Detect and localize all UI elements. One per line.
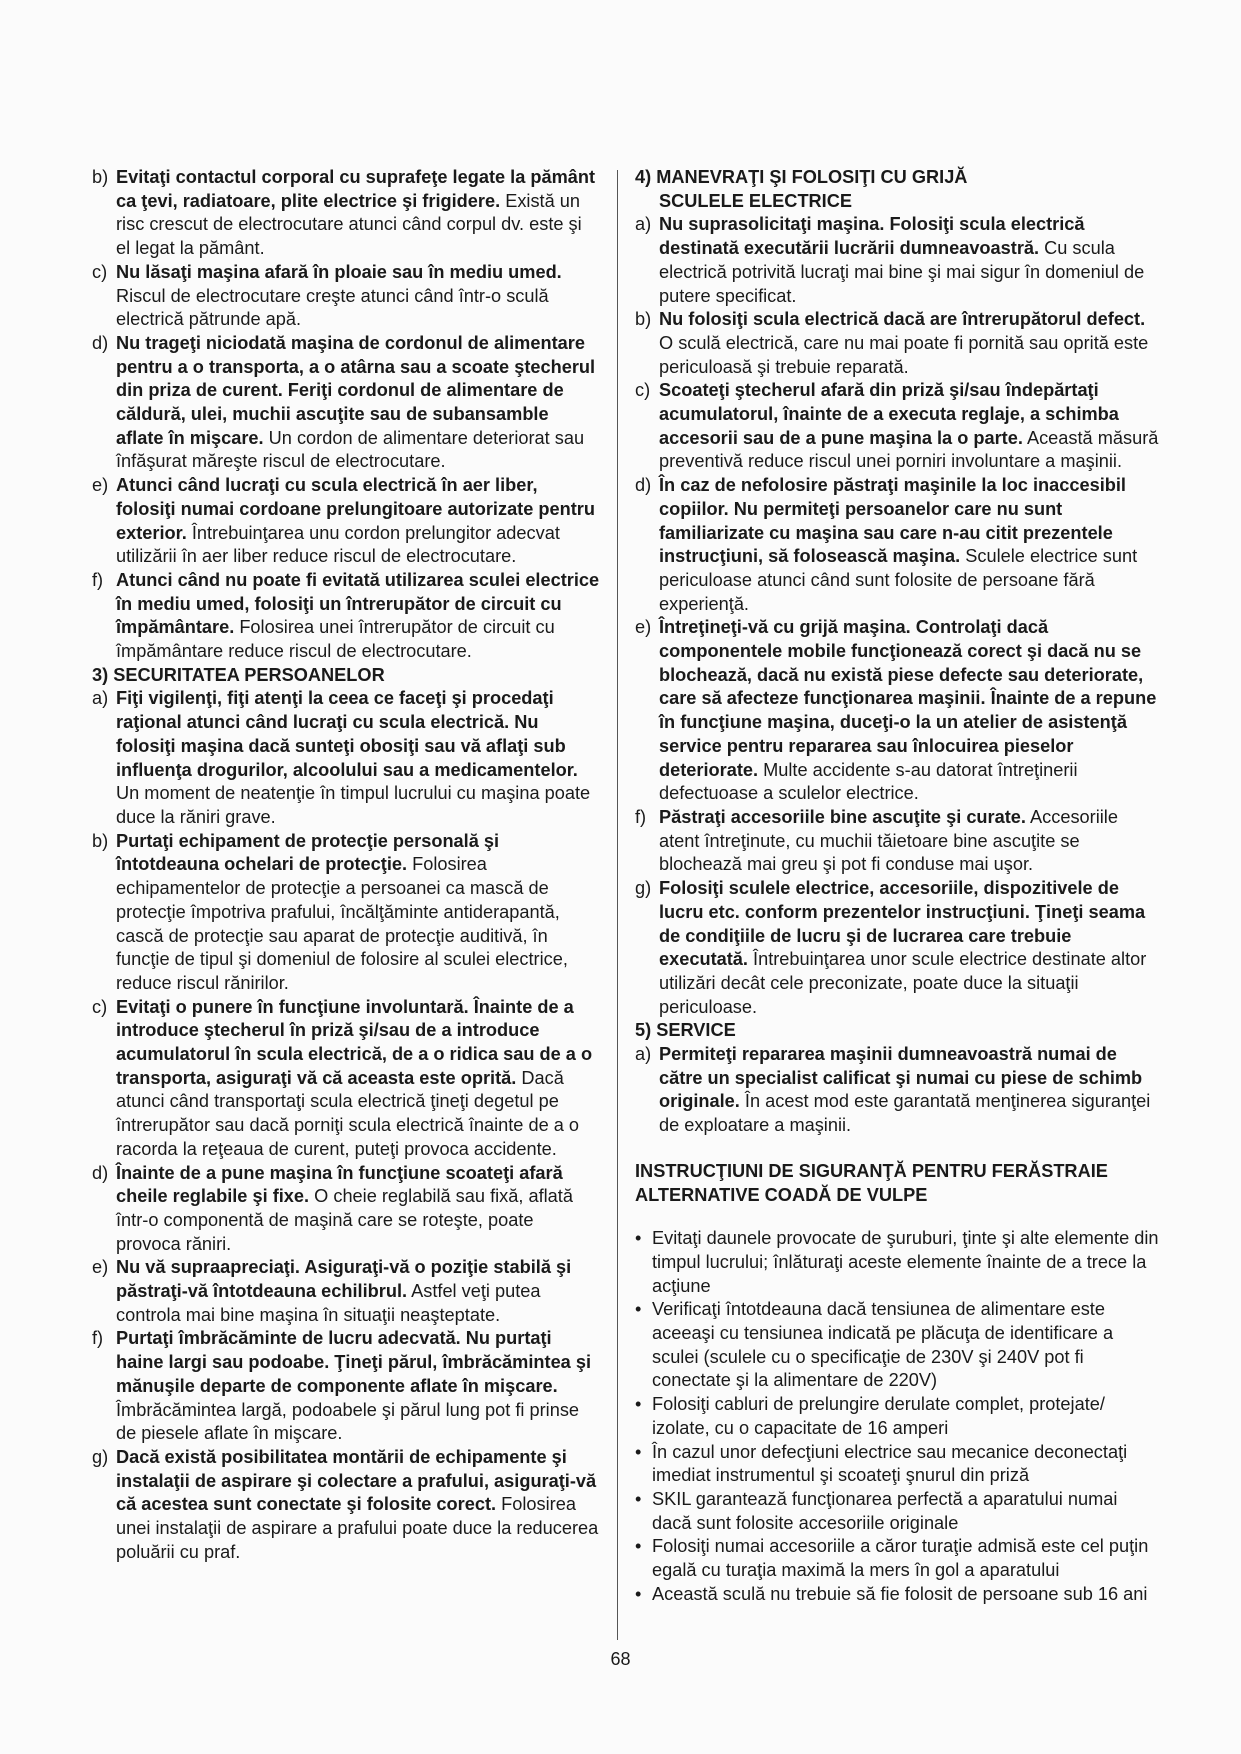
instruction-item	[635, 1043, 1161, 1138]
instruction-item	[92, 474, 600, 569]
item-text: Întrebuinţarea unor scule electrice destinate altor utilizări decât cele preconizate, poate duce la situaţii periculoase.	[659, 949, 1147, 1017]
page-number: 68	[610, 1649, 631, 1669]
bullet-text: SKIL garantează funcţionarea perfectă a aparatului numai dacă sunt folosite accesoriile originale	[652, 1488, 1118, 1533]
instruction-item	[635, 474, 1161, 616]
item-text: În acest mod este garantată menţinerea siguranţei de exploatare a maşinii.	[659, 1091, 1151, 1136]
instruction-item	[92, 166, 600, 261]
bullet-item	[635, 1393, 1161, 1440]
item-text: O sculă electrică, care nu mai poate fi pornită sau oprită este periculoasă şi trebuie reparată.	[659, 332, 1149, 377]
item-text: Un cordon de alimentare deteriorat sau înfăşurat măreşte riscul de electrocutare.	[116, 427, 585, 472]
instruction-item	[92, 687, 600, 829]
instruction-item	[92, 1256, 600, 1327]
item-label: b)	[92, 830, 109, 851]
item-emphasis: Purtaţi echipament de protecţie personală şi întotdeauna ochelari de protecţie.	[116, 830, 500, 875]
item-text: Folosirea echipamentelor de protecţie a persoanei ca mască de protecţie împotriva prafului, încălţăminte antiderapantă, cască de protecţie sau aparat de protecţie auditivă, în funcţie de tipul şi domeniul de folosire al sculei electrice, reduce riscul rănirilor.	[116, 854, 568, 993]
bullet-text: Verificaţi întotdeauna dacă tensiunea de alimentare este aceeaşi cu tensiunea indicată pe plăcuţa de identificare a sculei (sculele cu o specificaţie de 230V şi 240V pot fi conectate şi la alimentare de 220V)	[652, 1299, 1114, 1391]
item-emphasis: În caz de nefolosire păstraţi maşinile la loc inaccesibil copiilor. Nu permiteţi persoanelor care nu sunt familiarizate cu maşina sau care n-au citit prezentele instrucţiuni, să folosească maşina.	[659, 475, 1126, 567]
item-emphasis: Evitaţi contactul corporal cu suprafeţe legate la pământ ca ţevi, radiatoare, plite electrice şi frigidere.	[116, 167, 596, 211]
item-emphasis: Dacă există posibilitatea montării de echipamente şi instalaţii de aspirare şi colectare a prafului, asiguraţi-vă că acestea sunt conectate şi folosite corect.	[116, 1446, 597, 1515]
bullet-item	[635, 1298, 1161, 1393]
section-heading	[92, 664, 600, 688]
item-text: Sculele electrice sunt periculoase atunci când sunt folosite de persoane fără experienţă.	[659, 546, 1138, 614]
item-label: f)	[92, 1328, 104, 1349]
section-heading	[635, 1160, 1161, 1207]
item-emphasis: Nu suprasolicitaţi maşina. Folosiţi scula electrică destinată executării lucrării dumneavoastră.	[659, 214, 1085, 259]
instruction-item	[635, 877, 1161, 1019]
item-label: a)	[92, 688, 109, 709]
item-emphasis: Permiteţi repararea maşinii dumneavoastră numai de către un specialist calificat şi numai cu piese de schimb originale.	[659, 1044, 1143, 1112]
spacer	[635, 1138, 1161, 1160]
bullet-icon: •	[635, 1583, 642, 1604]
item-emphasis: Atunci când lucraţi cu scula electrică în aer liber, folosiţi numai cordoane prelungitoare autorizate pentru exterior.	[116, 475, 595, 543]
instruction-item	[635, 213, 1161, 308]
bullet-item	[635, 1488, 1161, 1535]
section-heading	[635, 1019, 1161, 1043]
item-text: Multe accidente s-au datorat întreţinerii defectuoase a sculelor electrice.	[659, 759, 1078, 804]
item-label: e)	[92, 475, 109, 496]
item-emphasis: Fiţi vigilenţi, fiţi atenţi la ceea ce faceţi şi procedaţi raţional atunci când lucraţi cu scula electrică. Nu folosiţi maşina dacă sunteţi obosiţi sau vă aflaţi sub influenţa drogurilor, alcoolului sau a medicamentelor.	[116, 688, 578, 780]
bullet-text: Evitaţi daunele provocate de şuruburi, ţinte şi alte elemente din timpul lucrului; înlăturaţi aceste elemente înainte de a trece la acţiune	[652, 1228, 1159, 1296]
item-text: O cheie reglabilă sau fixă, aflată într-o componentă de maşină care se roteşte, poate provoca răniri.	[116, 1186, 573, 1254]
instruction-item	[635, 616, 1161, 806]
heading-line: 4) MANEVRAŢI ŞI FOLOSIŢI CU GRIJĂ	[635, 167, 968, 187]
item-label: g)	[92, 1446, 109, 1467]
item-text: Există un risc crescut de electrocutare atunci când corpul dv. este şi el legat la pământ.	[116, 190, 582, 259]
bullet-text: Folosiţi cabluri de prelungire derulate complet, protejate/ izolate, cu o capacitate de 16 amperi	[652, 1394, 1105, 1438]
item-label: a)	[635, 214, 652, 235]
heading-line: 3) SECURITATEA PERSOANELOR	[92, 664, 385, 685]
item-emphasis: Atunci când nu poate fi evitată utilizarea sculei electrice în mediu umed, folosiţi un întrerupător de circuit cu împământare.	[116, 569, 600, 638]
heading-line: 5) SERVICE	[635, 1020, 736, 1041]
column-divider	[617, 170, 618, 1640]
item-text: Accesoriile atent întreţinute, cu muchii tăietoare bine ascuţite se blochează mai greu şi pot fi conduse mai uşor.	[659, 806, 1118, 875]
bullet-icon: •	[635, 1488, 642, 1509]
item-text: Dacă atunci când transportaţi scula electrică ţineţi degetul pe întrerupător sau dacă porniţi scula electrică înainte de a o racorda la reţeaua de curent, puteţi provoca accidente.	[116, 1067, 580, 1159]
bullet-item	[635, 1583, 1161, 1607]
bullet-icon: •	[635, 1394, 642, 1415]
item-label: d)	[92, 332, 109, 353]
item-label: c)	[92, 996, 108, 1017]
item-label: e)	[635, 617, 652, 638]
item-text: Riscul de electrocutare creşte atunci când într-o sculă electrică pătrunde apă.	[116, 285, 549, 330]
instruction-item	[92, 996, 600, 1162]
item-label: f)	[92, 569, 104, 590]
item-label: b)	[92, 167, 109, 187]
item-emphasis: Evitaţi o punere în funcţiune involuntară. Înainte de a introduce ştecherul în priză şi/sau de a introduce acumulatorul în scula electrică, de a o ridica sau de a o transporta, asiguraţi vă că aceasta este oprită.	[116, 996, 593, 1088]
bullet-icon: •	[635, 1299, 642, 1320]
instruction-item	[635, 308, 1161, 379]
spacer	[635, 1207, 1161, 1227]
item-emphasis: Păstraţi accesoriile bine ascuţite şi curate.	[659, 806, 1026, 827]
heading-line: ALTERNATIVE COADĂ DE VULPE	[635, 1184, 928, 1205]
bullet-icon: •	[635, 1441, 642, 1462]
item-emphasis: Nu folosiţi scula electrică dacă are întrerupătorul defect.	[659, 309, 1146, 330]
bullet-icon: •	[635, 1536, 642, 1557]
item-label: d)	[92, 1162, 109, 1183]
item-emphasis: Folosiţi sculele electrice, accesoriile, dispozitivele de lucru etc. conform prezentelor instrucţiuni. Ţineţi seama de condiţiile de lucru şi de lucrarea care trebuie executată.	[659, 878, 1146, 970]
heading-line: SCULELE ELECTRICE	[659, 190, 853, 211]
item-text: Un moment de neatenţie în timpul lucrului cu maşina poate duce la răniri grave.	[116, 783, 591, 827]
item-emphasis: Nu vă supraapreciaţi. Asiguraţi-vă o poziţie stabilă şi păstraţi-vă întotdeauna echilibrul.	[116, 1257, 572, 1302]
right-column	[635, 166, 1161, 1606]
item-text: Folosirea unei întrerupător de circuit cu împământare reduce riscul de electrocutare.	[116, 617, 555, 662]
item-emphasis: Întreţineţi-vă cu grijă maşina. Controlaţi dacă componentele mobile funcţionează corect şi dacă nu se blochează, dacă nu există piese defecte sau deteriorate, care să afecteze funcţionarea maşinii. Înainte de a repune în funcţiune maşina, duceţi-o la un atelier de asistenţă service pentru repararea sau înlocuirea pieselor deteriorate.	[659, 617, 1157, 780]
item-label: e)	[92, 1257, 109, 1278]
bullet-text: În cazul unor defecţiuni electrice sau mecanice deconectaţi imediat instrumentul şi scoateţi şnurul din priză	[652, 1441, 1128, 1486]
item-label: a)	[635, 1044, 652, 1065]
instruction-item	[92, 830, 600, 996]
item-text: Folosirea unei instalaţii de aspirare a prafului poate duce la reducerea poluării cu praf.	[116, 1494, 599, 1562]
item-text: Întrebuinţarea unu cordon prelungitor adecvat utilizării în aer liber reduce riscul de electrocutare.	[116, 522, 560, 567]
instruction-item	[92, 569, 600, 664]
item-emphasis: Înainte de a pune maşina în funcţiune scoateţi afară cheile reglabile şi fixe.	[116, 1162, 563, 1207]
item-text: Cu scula electrică potrivită lucraţi mai bine şi mai sigur în domeniul de putere specificat.	[659, 238, 1145, 306]
item-label: g)	[635, 878, 652, 899]
bullet-text: Această sculă nu trebuie să fie folosit de persoane sub 16 ani	[652, 1583, 1148, 1604]
bullet-item	[635, 1227, 1161, 1298]
heading-line: INSTRUCŢIUNI DE SIGURANŢĂ PENTRU FERĂSTRAIE	[635, 1160, 1108, 1181]
bullet-text: Folosiţi numai accesoriile a căror turaţie admisă este cel puţin egală cu turaţia maximă la mers în gol a aparatului	[652, 1536, 1149, 1581]
instruction-item	[92, 1446, 600, 1565]
item-emphasis: Scoateţi ştecherul afară din priză şi/sau îndepărtaţi acumulatorul, înainte de a executa reglaje, a schimba accesorii sau de a pune maşina la o parte.	[659, 380, 1119, 448]
section-heading	[635, 166, 1161, 213]
bullet-item	[635, 1441, 1161, 1488]
bullet-item	[635, 1535, 1161, 1582]
item-label: d)	[635, 475, 652, 496]
instruction-item	[635, 379, 1161, 474]
bullet-icon: •	[635, 1228, 642, 1249]
instruction-item	[92, 1327, 600, 1446]
item-label: f)	[635, 806, 647, 827]
item-text: Această măsură preventivă reduce riscul unei porniri involuntare a maşinii.	[659, 427, 1159, 472]
item-emphasis: Purtaţi îmbrăcăminte de lucru adecvată. Nu purtaţi haine largi sau podoabe. Ţineţi părul, îmbrăcămintea şi mănuşile departe de componente aflate în mişcare.	[116, 1328, 592, 1396]
item-label: b)	[635, 309, 652, 330]
item-text: Îmbrăcămintea largă, podoabele şi părul lung pot fi prinse de piesele aflate în mişcare.	[116, 1399, 580, 1444]
instruction-item	[92, 332, 600, 474]
item-emphasis: Nu lăsaţi maşina afară în ploaie sau în mediu umed.	[116, 261, 562, 282]
item-text: Astfel veţi putea controla mai bine maşina în situaţii neaşteptate.	[116, 1281, 541, 1325]
instruction-item	[92, 1162, 600, 1257]
instruction-item	[92, 261, 600, 332]
item-label: c)	[92, 261, 108, 282]
item-emphasis: Nu trageţi niciodată maşina de cordonul de alimentare pentru a o transporta, a o atârna sau a scoate ştecherul din priza de curent. Feriţi cordonul de alimentare de căldură, ulei, muchii ascuţite sau de subansamble aflate în mişcare.	[116, 332, 596, 448]
left-column	[92, 166, 600, 1564]
item-label: c)	[635, 380, 651, 401]
instruction-item	[635, 806, 1161, 877]
